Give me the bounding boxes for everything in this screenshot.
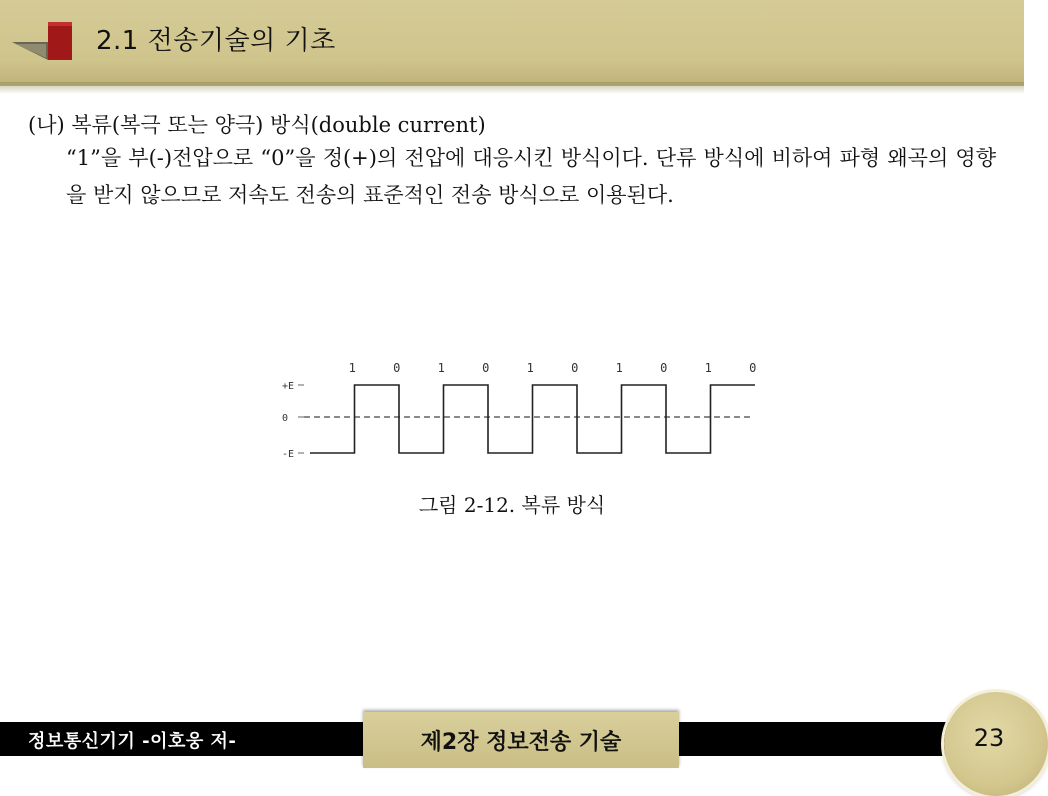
bit-label: 1 <box>526 361 534 375</box>
bit-label: 0 <box>571 361 579 375</box>
section-heading: (나) 복류(복극 또는 양극) 방식(double current) <box>28 113 486 137</box>
figure-caption: 그림 2-12. 복류 방식 <box>418 493 606 517</box>
bit-label: 1 <box>704 361 712 375</box>
slide-content <box>28 110 996 214</box>
bit-label: 1 <box>437 361 445 375</box>
level-label: -E <box>282 449 295 460</box>
bit-label: 0 <box>482 361 490 375</box>
slide-logo-icon <box>12 20 74 64</box>
header-shadow <box>0 82 1024 94</box>
level-label: 0 <box>282 413 289 424</box>
bit-label: 1 <box>615 361 623 375</box>
bit-label: 0 <box>749 361 757 375</box>
waveform-line <box>310 385 755 453</box>
level-label: +E <box>282 381 295 392</box>
chapter-box <box>363 712 679 768</box>
bit-label: 0 <box>393 361 401 375</box>
bit-label: 1 <box>348 361 356 375</box>
bit-label: 0 <box>660 361 668 375</box>
chapter-title: 제2장 정보전송 기술 <box>420 729 622 755</box>
footer-author: 정보통신기기 -이호웅 저- <box>28 731 237 752</box>
waveform-figure <box>280 352 757 464</box>
slide-title: 2.1 전송기술의 기초 <box>96 26 336 56</box>
section-body: “1”을 부(-)전압으로 “0”을 정(+)의 전압에 대응시킨 방식이다. 단류 방식에 비하여 파형 왜곡의 영향을 받지 않으므로 저속도 전송의 표준적인 전송 방식으로 이용된다. <box>66 146 996 207</box>
page-number: 23 <box>973 724 1005 752</box>
